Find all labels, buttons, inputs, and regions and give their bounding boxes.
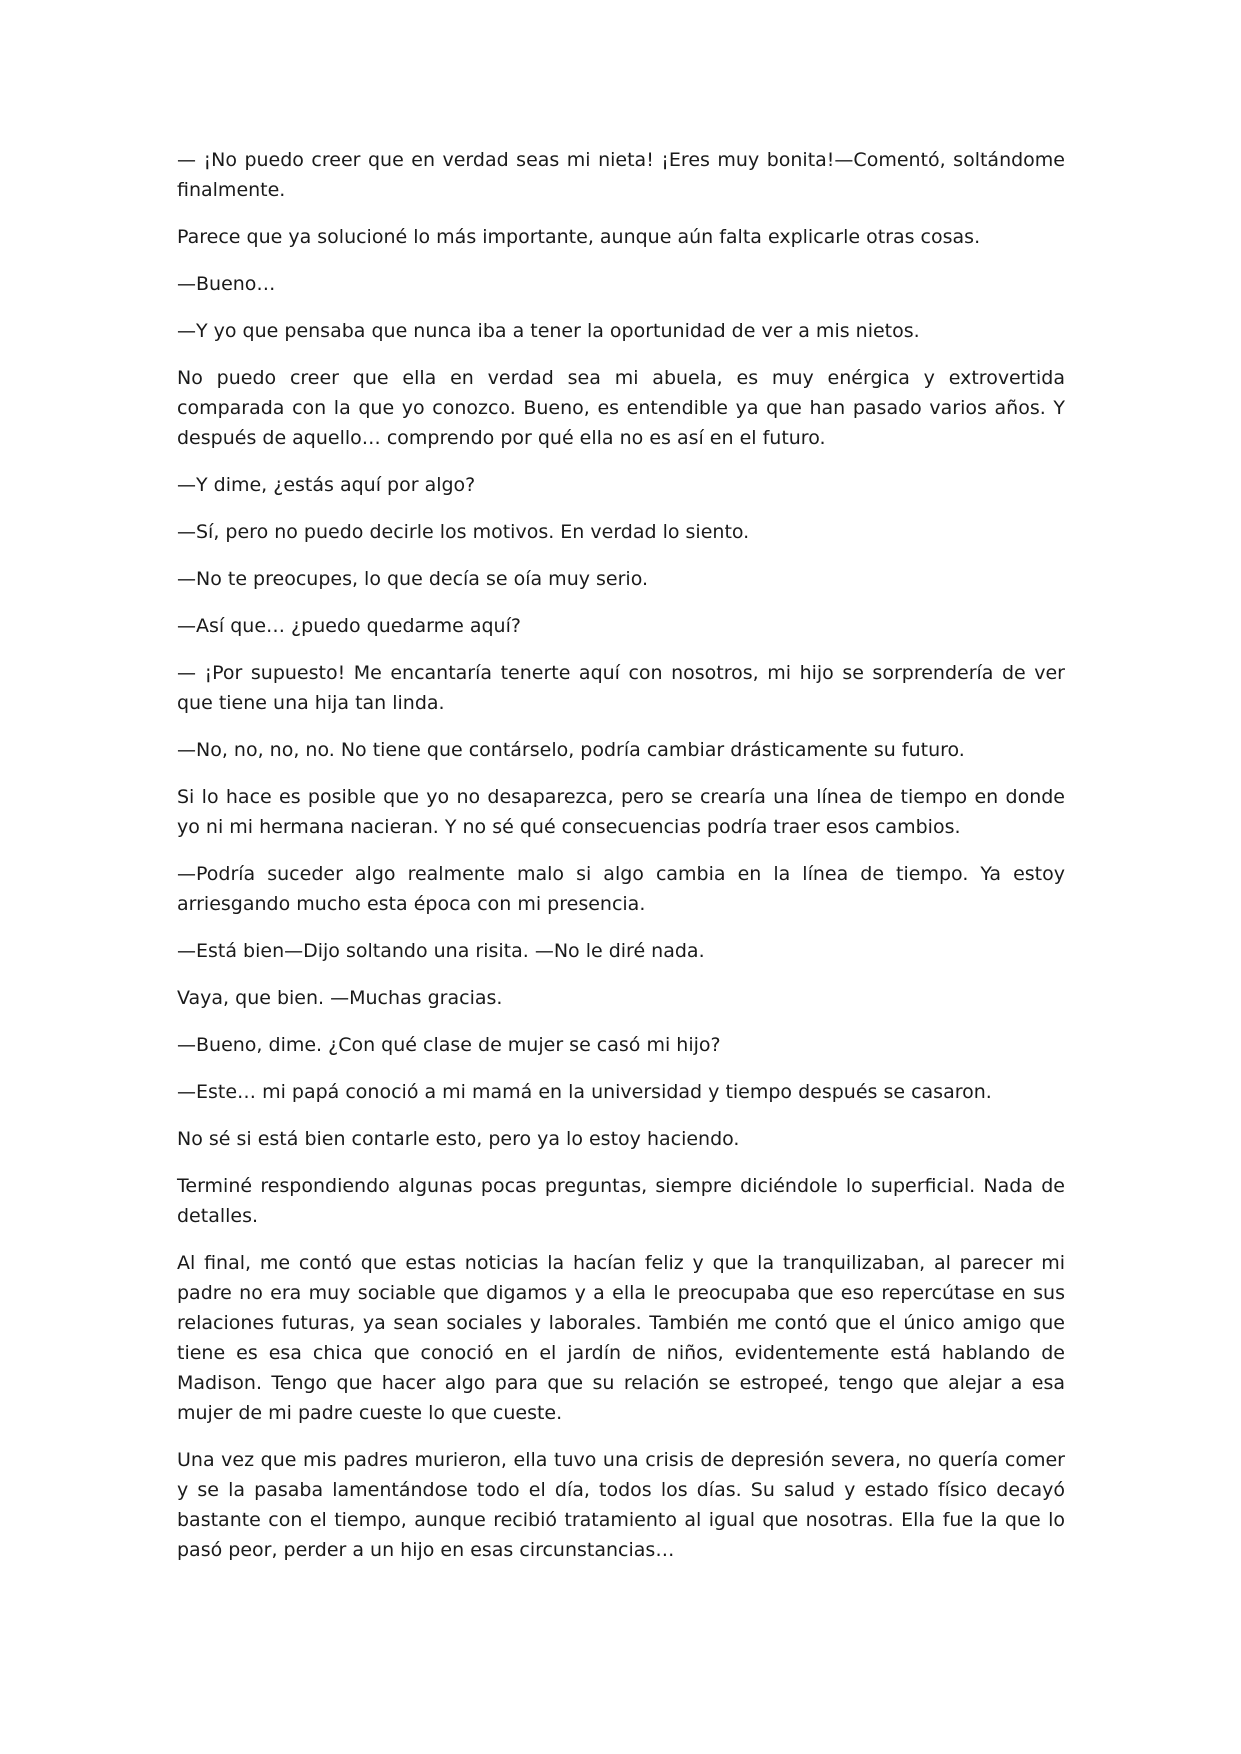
paragraph: Vaya, que bien. —Muchas gracias. <box>177 987 503 1009</box>
paragraph: —Está bien—Dijo soltando una risita. —No le diré nada. <box>177 940 705 962</box>
paragraph: Terminé respondiendo algunas pocas preguntas, siempre diciéndole lo superficial. Nada de detalles. <box>177 1175 1065 1227</box>
paragraph: —Podría suceder algo realmente malo si algo cambia en la línea de tiempo. Ya estoy arriesgando mucho esta época con mi presencia. <box>177 863 1065 915</box>
paragraph: —No, no, no, no. No tiene que contárselo, podría cambiar drásticamente su futuro. <box>177 739 965 761</box>
paragraph: No sé si está bien contarle esto, pero ya lo estoy haciendo. <box>177 1128 740 1150</box>
document-body <box>177 145 1065 1582</box>
paragraph: —Este… mi papá conoció a mi mamá en la universidad y tiempo después se casaron. <box>177 1081 992 1103</box>
paragraph: —Bueno… <box>177 273 276 295</box>
paragraph: —Y dime, ¿estás aquí por algo? <box>177 474 476 496</box>
paragraph: Una vez que mis padres murieron, ella tuvo una crisis de depresión severa, no quería comer y se la pasaba lamentándose todo el día, todos los días. Su salud y estado físico decayó bastante con el tiempo, aunque recibió tratamiento al igual que nosotras. Ella fue la que lo pasó peor, perder a un hijo en esas circunstancias… <box>177 1449 1065 1561</box>
paragraph: —Sí, pero no puedo decirle los motivos. En verdad lo siento. <box>177 521 750 543</box>
paragraph: —Bueno, dime. ¿Con qué clase de mujer se casó mi hijo? <box>177 1034 721 1056</box>
paragraph: Al final, me contó que estas noticias la hacían feliz y que la tranquilizaban, al parecer mi padre no era muy sociable que digamos y a ella le preocupaba que eso repercútase en sus relaciones futuras, ya sean sociales y laborales. También me contó que el único amigo que tiene es esa chica que conoció en el jardín de niños, evidentemente está hablando de Madison. Tengo que hacer algo para que su relación se estropeé, tengo que alejar a esa mujer de mi padre cueste lo que cueste. <box>177 1252 1065 1424</box>
paragraph: No puedo creer que ella en verdad sea mi abuela, es muy enérgica y extrovertida comparada con la que yo conozco. Bueno, es entendible ya que han pasado varios años. Y después de aquello… comprendo por qué ella no es así en el futuro. <box>177 367 1065 449</box>
paragraph: —Y yo que pensaba que nunca iba a tener la oportunidad de ver a mis nietos. <box>177 320 920 342</box>
paragraph: — ¡Por supuesto! Me encantaría tenerte aquí con nosotros, mi hijo se sorprendería de ver que tiene una hija tan linda. <box>177 662 1065 714</box>
paragraph: —No te preocupes, lo que decía se oía muy serio. <box>177 568 649 590</box>
paragraph: — ¡No puedo creer que en verdad seas mi nieta! ¡Eres muy bonita!—Comentó, soltándome finalmente. <box>177 149 1065 201</box>
paragraph: Parece que ya solucioné lo más importante, aunque aún falta explicarle otras cosas. <box>177 226 981 248</box>
paragraph: —Así que… ¿puedo quedarme aquí? <box>177 615 521 637</box>
paragraph: Si lo hace es posible que yo no desaparezca, pero se crearía una línea de tiempo en donde yo ni mi hermana nacieran. Y no sé qué consecuencias podría traer esos cambios. <box>177 786 1065 838</box>
